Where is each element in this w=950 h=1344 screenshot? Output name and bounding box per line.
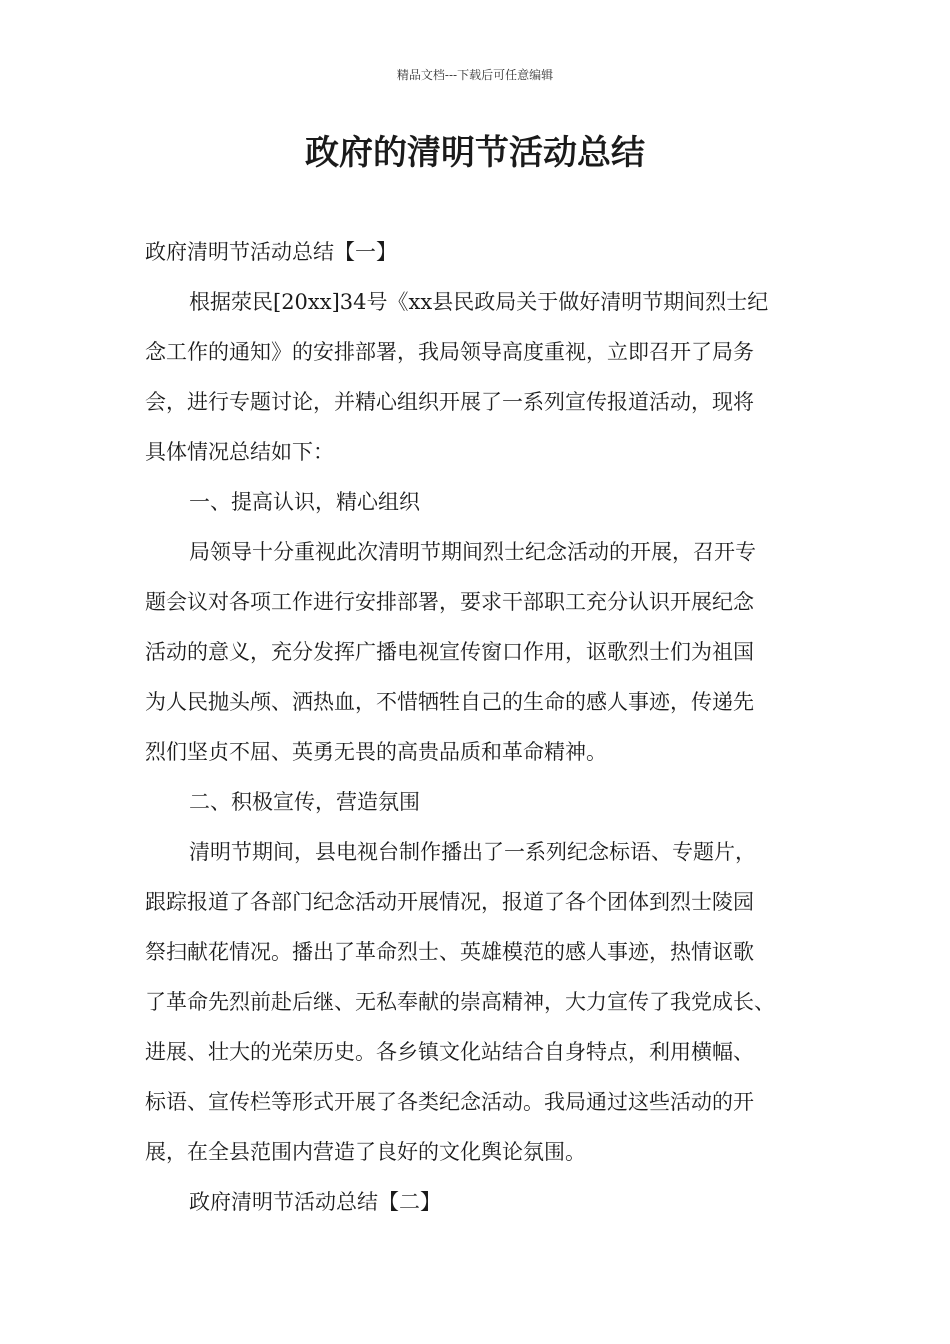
paragraph-line: 祭扫献花情况。播出了革命烈士、英雄模范的感人事迹，热情讴歌 [145,940,754,964]
page-header: 精品文档---下载后可任意编辑 [396,68,554,82]
subsection-heading: 一、提高认识，精心组织 [189,490,420,514]
paragraph-line: 进展、壮大的光荣历史。各乡镇文化站结合自身特点，利用横幅、 [145,1040,754,1064]
paragraph-line: 题会议对各项工作进行安排部署，要求干部职工充分认识开展纪念 [145,590,754,614]
document-title: 政府的清明节活动总结 [305,133,645,173]
paragraph-line: 为人民抛头颅、洒热血，不惜牺牲自己的生命的感人事迹，传递先 [145,690,754,714]
paragraph-line: 展，在全县范围内营造了良好的文化舆论氛围。 [145,1140,586,1164]
paragraph-line: 会，进行专题讨论，并精心组织开展了一系列宣传报道活动，现将 [145,390,754,414]
subsection-heading: 二、积极宣传，营造氛围 [189,790,420,814]
paragraph-line: 活动的意义，充分发挥广播电视宣传窗口作用，讴歌烈士们为祖国 [145,640,754,664]
section-heading: 政府清明节活动总结【一】 [145,240,397,264]
paragraph-line: 具体情况总结如下： [145,440,334,464]
paragraph-line: 了革命先烈前赴后继、无私奉献的崇高精神，大力宣传了我党成长、 [145,990,775,1014]
document-body [145,227,825,1227]
section-heading: 政府清明节活动总结【二】 [189,1190,441,1214]
paragraph-line: 标语、宣传栏等形式开展了各类纪念活动。我局通过这些活动的开 [145,1090,754,1114]
paragraph-line: 烈们坚贞不屈、英勇无畏的高贵品质和革命精神。 [145,740,607,764]
paragraph-line: 清明节期间，县电视台制作播出了一系列纪念标语、专题片， [189,840,756,864]
paragraph-line: 念工作的通知》的安排部署，我局领导高度重视，立即召开了局务 [145,340,754,364]
paragraph-line: 跟踪报道了各部门纪念活动开展情况，报道了各个团体到烈士陵园 [145,890,754,914]
paragraph-line: 根据荥民[20xx]34号《xx县民政局关于做好清明节期间烈士纪 [189,290,769,314]
paragraph-line: 局领导十分重视此次清明节期间烈士纪念活动的开展，召开专 [189,540,756,564]
